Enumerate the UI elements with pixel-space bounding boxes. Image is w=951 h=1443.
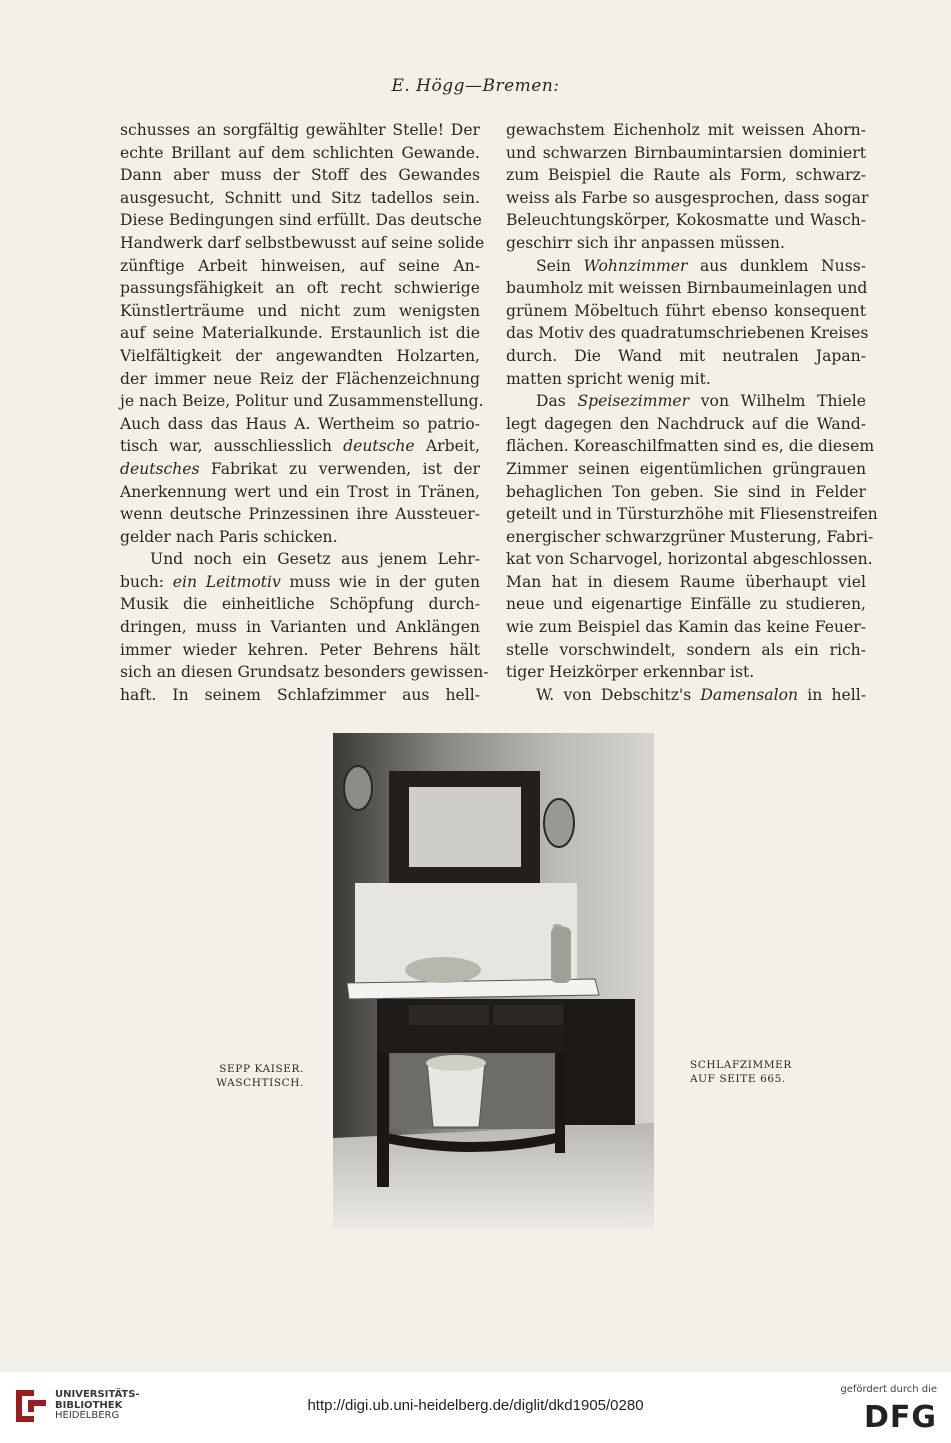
digitization-footer <box>0 1372 951 1443</box>
text-line: und schwarzen Birnbaumintarsien dominiert <box>506 143 866 162</box>
washstand-illustration <box>333 733 654 1229</box>
library-name-line: BIBLIOTHEK <box>55 1399 123 1411</box>
text-line: behaglichen Ton geben. Sie sind in Felder <box>506 482 866 501</box>
text-line: geschirr sich ihr anpassen müssen. <box>506 233 785 252</box>
text-line: gewachstem Eichenholz mit weissen Ahorn- <box>506 121 866 139</box>
text-line: weiss als Farbe so ausgesprochen, dass sogar <box>506 188 869 207</box>
right-column <box>506 119 878 706</box>
text-line: passungsfähigkeit an oft recht schwierige <box>120 279 480 298</box>
figure-caption-right <box>690 1058 800 1086</box>
text-line: Handwerk darf selbstbewusst auf seine solide <box>120 233 485 252</box>
caption-object: WASCHTISCH. <box>216 1077 304 1089</box>
funding-label: gefördert durch die <box>840 1384 937 1395</box>
text-line: wenn deutsche Prinzessinen ihre Aussteuer- <box>120 505 480 524</box>
text-line: tiger Heizkörper erkennbar ist. <box>506 663 755 682</box>
text-line: immer wieder kehren. Peter Behrens hält <box>120 640 480 659</box>
washstand-photograph <box>333 733 654 1229</box>
text-line: deutsches Fabrikat zu verwenden, ist der <box>120 459 480 478</box>
text-line: zum Beispiel die Raute als Form, schwarz- <box>506 166 866 185</box>
text-line: Diese Bedingungen sind erfüllt. Das deutsche <box>120 211 482 230</box>
text-line: das Motiv des quadratumschriebenen Kreises <box>506 324 869 343</box>
text-line: sich an diesen Grundsatz besonders gewissen- <box>120 663 489 682</box>
text-line: neue und eigenartige Einfälle zu studieren, <box>506 595 866 614</box>
caption-page-ref: AUF SEITE 665. <box>690 1073 786 1085</box>
text-line: Beleuchtungskörper, Kokosmatte und Wasch- <box>506 211 866 230</box>
text-line: baumholz mit weissen Birnbaumeinlagen und <box>506 279 868 298</box>
text-line: Künstlerträume und nicht zum wenigsten <box>120 301 480 320</box>
text-line: schusses an sorgfältig gewählter Stelle! Der <box>120 121 480 139</box>
text-line: buch: ein Leitmotiv muss wie in der guten <box>120 572 480 591</box>
text-line: durch. Die Wand mit neutralen Japan- <box>506 346 866 365</box>
text-line: kat von Scharvogel, horizontal abgeschlossen. <box>506 550 873 569</box>
text-line: W. von Debschitz's Damensalon in hell- <box>536 685 866 704</box>
library-name-line: HEIDELBERG <box>55 1410 120 1421</box>
text-line: auf seine Materialkunde. Erstaunlich ist die <box>120 324 480 343</box>
text-line: Musik die einheitliche Schöpfung durch- <box>120 595 480 614</box>
text-line: haft. In seinem Schlafzimmer aus hell- <box>120 685 480 704</box>
text-line: der immer neue Reiz der Flächenzeichnung <box>120 369 480 388</box>
permalink-url[interactable]: http://digi.ub.uni-heidelberg.de/diglit/dkd1905/0280 <box>307 1397 644 1414</box>
text-line: ausgesucht, Schnitt und Sitz tadellos sein. <box>120 188 480 207</box>
text-line: flächen. Koreaschilfmatten sind es, die diesem <box>506 437 875 456</box>
photo-monogram: MRG <box>625 1215 649 1226</box>
text-line: grünem Möbeltuch führt ebenso konsequent <box>506 301 866 320</box>
caption-artist: SEPP KAISER. <box>219 1063 304 1075</box>
caption-room: SCHLAFZIMMER <box>690 1059 792 1071</box>
text-line: Anerkennung wert und ein Trost in Tränen, <box>120 482 480 501</box>
text-line: Das Speisezimmer von Wilhelm Thiele <box>536 392 866 411</box>
dfg-logo: DFG <box>863 1400 937 1435</box>
running-head: E. Högg—Bremen: <box>391 76 560 96</box>
text-line: matten spricht wenig mit. <box>506 369 711 388</box>
text-line: Vielfältigkeit der angewandten Holzarten, <box>120 346 480 365</box>
text-line: Und noch ein Gesetz aus jenem Lehr- <box>150 550 480 569</box>
library-name-line: UNIVERSITÄTS- <box>55 1389 140 1400</box>
text-line: Auch dass das Haus A. Wertheim so patrio- <box>120 414 480 433</box>
text-line: Man hat in diesem Raume überhaupt viel <box>506 572 866 591</box>
text-line: stelle vorschwindelt, sondern als ein rich- <box>506 640 866 659</box>
text-line: dringen, muss in Varianten und Anklängen <box>120 618 480 637</box>
text-line: Dann aber muss der Stoff des Gewandes <box>120 166 480 185</box>
text-line: Sein Wohnzimmer aus dunklem Nuss- <box>536 256 866 275</box>
text-line: Zimmer seinen eigentümlichen grüngrauen <box>506 459 866 478</box>
text-line: energischer schwarzgrüner Musterung, Fabri- <box>506 527 874 546</box>
text-line: legt dagegen den Nachdruck auf die Wand- <box>506 414 866 433</box>
text-line: geteilt und in Türsturzhöhe mit Fliesenstreifen <box>506 505 878 524</box>
text-line: zünftige Arbeit hinweisen, auf seine An- <box>120 256 480 275</box>
text-line: echte Brillant auf dem schlichten Gewande. <box>120 143 480 162</box>
text-line: wie zum Beispiel das Kamin das keine Feuer- <box>506 618 866 637</box>
text-line: gelder nach Paris schicken. <box>120 527 338 546</box>
text-line: tisch war, ausschliesslich deutsche Arbeit, <box>120 437 481 456</box>
left-column <box>120 119 489 706</box>
figure-caption-left <box>201 1062 304 1090</box>
text-line: je nach Beize, Politur und Zusammenstellung. <box>120 392 484 411</box>
